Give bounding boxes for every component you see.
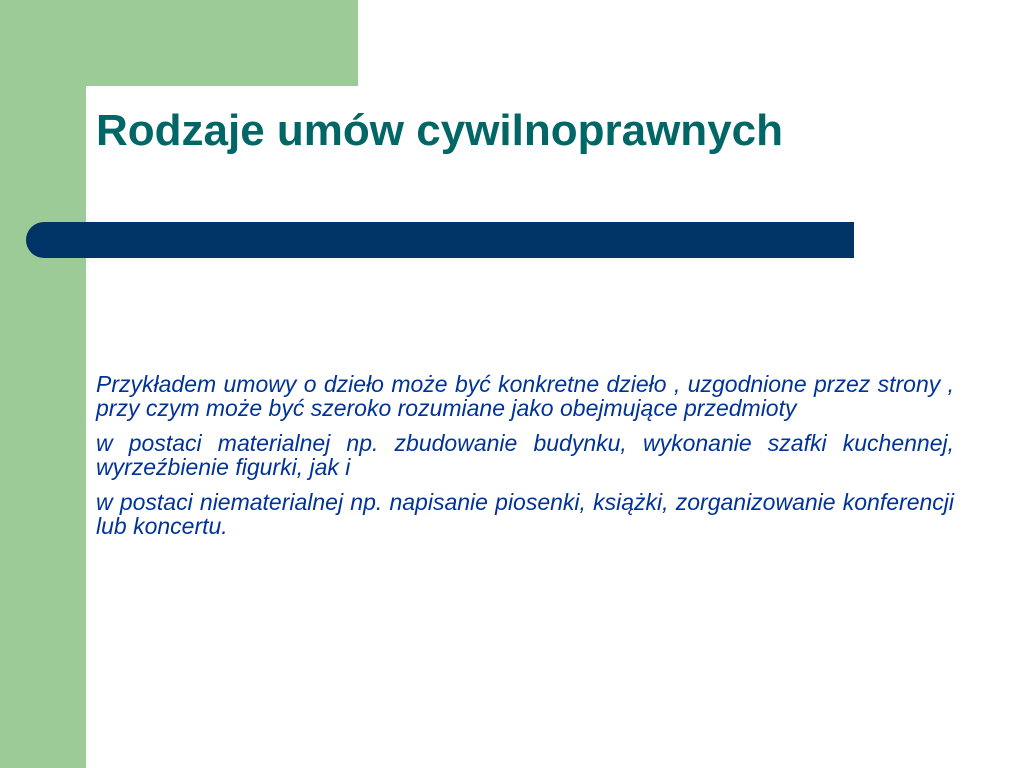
title-underline-bar <box>26 222 854 258</box>
body-paragraph-3: w postaci niematerialnej np. napisanie piosenki, książki, zorganizowanie konferencji lub koncertu. <box>96 489 954 539</box>
body-paragraph-1: Przykładem umowy o dzieło może być konkretne dzieło , uzgodnione przez strony , przy czym może być szeroko rozumiane jako obejmujące przedmioty <box>96 371 954 421</box>
slide-title: Rodzaje umów cywilnoprawnych <box>96 106 784 155</box>
slide-body <box>96 372 954 549</box>
green-top-band <box>0 0 358 86</box>
body-paragraph-2: w postaci materialnej np. zbudowanie budynku, wykonanie szafki kuchennej, wyrzeźbienie figurki, jak i <box>96 430 954 480</box>
green-sidebar <box>0 0 86 768</box>
